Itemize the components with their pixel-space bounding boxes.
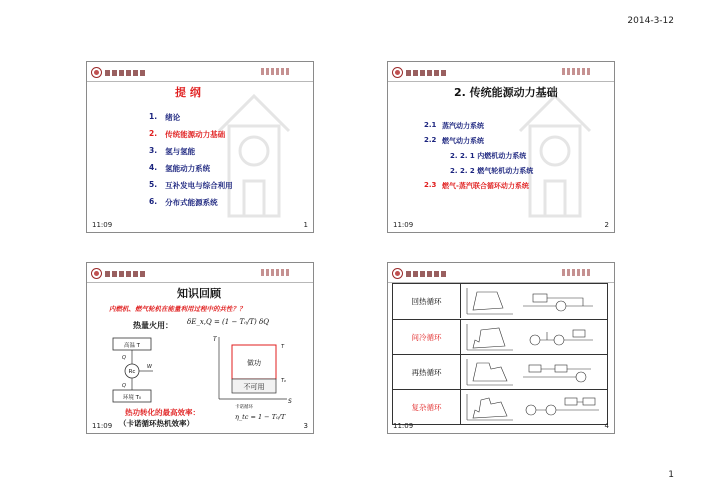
cycle-label: 回热循环 [393,284,461,318]
list-item[interactable]: 2.2 燃气动力系统 [424,136,484,145]
slide-number: 1 [303,221,308,229]
table-row[interactable] [393,389,607,424]
page-date: 2014-3-12 [627,16,674,26]
list-item[interactable]: 2.1 蒸汽动力系统 [424,121,484,130]
motto-logo [562,68,592,75]
cycle-table [392,283,608,425]
list-item[interactable]: 3. 氢与氢能 [149,146,196,156]
slide-title: 提 纲 [175,86,201,99]
exergy-label: 热量火用： [133,321,173,330]
q1-label: Q [122,355,126,361]
slide-2[interactable] [387,61,615,233]
efficiency-title: 热功转化的最高效率： [125,408,200,417]
intercooled-cycle-diagram [463,322,605,352]
work-label: W [147,364,152,370]
cycle-label: 复杂循环 [393,390,461,424]
t-axis-label: T [213,336,217,343]
efficiency-subtitle: （卡诺循环热机效率） [119,419,194,428]
reheat-cycle-diagram [463,357,605,387]
university-logo [91,266,149,281]
slide-time: 11:09 [92,422,113,430]
slide-time: 11:09 [92,221,113,229]
list-item[interactable]: 5. 互补发电与综合利用 [149,180,233,190]
motto-logo [261,68,291,75]
university-logo [91,65,149,80]
cycle-label: 间冷循环 [393,320,461,354]
table-row[interactable] [393,354,607,389]
university-logo [392,65,450,80]
slide-1[interactable] [86,61,314,233]
slide-title: 2. 传统能源动力基础 [454,86,558,99]
unusable-region-label: 不可用 [243,383,265,391]
slide-title: 知识回顾 [177,287,221,300]
engine-label: Rc [128,369,136,375]
header-divider [87,282,313,283]
slide-time: 11:09 [393,422,414,430]
slide-number: 2 [604,221,609,229]
list-item[interactable]: 2. 2. 2 燃气轮机动力系统 [450,167,534,175]
regenerative-cycle-diagram [463,286,605,316]
slide-time: 11:09 [393,221,414,229]
complex-cycle-diagram [463,392,605,422]
low-temp-label: 环境 T₀ [122,395,142,401]
list-item[interactable]: 2. 2. 1 内燃机动力系统 [450,152,527,160]
slide-number: 3 [303,422,308,430]
review-question: 内燃机、燃气轮机在能量利用过程中的共性？？ [109,305,246,313]
header-divider [388,81,614,82]
work-region-label: 做功 [247,359,261,367]
section-list [424,121,533,196]
t0-level-label: T₀ [281,378,287,384]
carnot-efficiency-formula: η_tc = 1 − T₀/T [235,413,286,421]
q2-label: Q [122,383,126,389]
header-divider [87,81,313,82]
list-item[interactable]: 4. 氢能动力系统 [149,163,211,173]
page-number: 1 [668,470,674,480]
list-item[interactable]: 2. 传统能源动力基础 [149,129,226,139]
motto-logo [562,269,592,276]
high-temp-label: 高温 T [123,343,141,349]
cycle-label: 再热循环 [393,355,461,389]
table-row[interactable] [393,319,607,354]
s-axis-label: S [288,398,292,405]
carnot-diagram [87,335,313,413]
motto-logo [261,269,291,276]
list-item[interactable]: 1. 绪论 [149,112,181,122]
list-item[interactable]: 6. 分布式能源系统 [149,197,218,207]
outline-list [149,112,233,214]
table-row[interactable] [393,284,607,319]
cycle-caption: 卡诺循环 [235,405,253,410]
exergy-formula: δE_x,Q = (1 − T₀/T) δQ [187,318,269,326]
list-item[interactable]: 2.3 燃气-蒸汽联合循环动力系统 [424,181,529,190]
university-logo [392,266,450,281]
slide-4[interactable] [387,262,615,434]
slide-number: 4 [604,422,609,430]
t-level-label: T [281,344,285,350]
slide-3[interactable] [86,262,314,434]
